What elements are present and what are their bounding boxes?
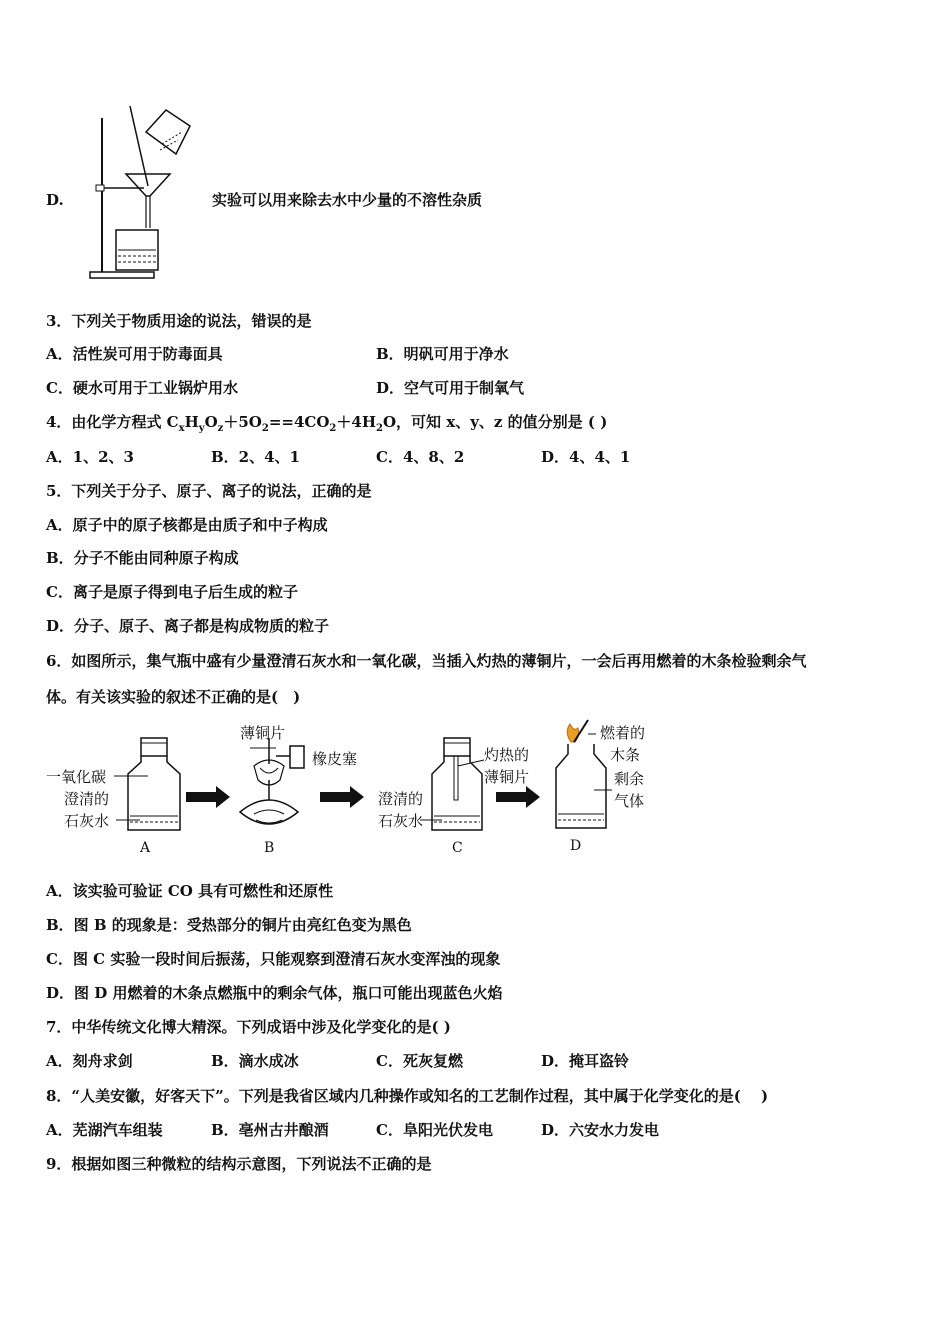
q3-option-c: C．硬水可用于工业锅炉用水 — [46, 379, 238, 397]
label-copper-b: 薄铜片 — [240, 724, 286, 742]
q3-option-d: D．空气可用于制氧气 — [376, 379, 525, 397]
label-rest-1: 剩余 — [614, 770, 645, 788]
label-panel-c: C — [452, 840, 463, 856]
label-co: 一氧化碳 — [46, 768, 107, 786]
arrow-1 — [186, 786, 230, 808]
q9-stem: 9．根据如图三种微粒的结构示意图，下列说法不正确的是 — [46, 1155, 432, 1173]
q4-option-d: D．4、4、1 — [541, 448, 631, 466]
q5-stem: 5．下列关于分子、原子、离子的说法，正确的是 — [46, 482, 372, 500]
q6-option-d: D．图 D 用燃着的木条点燃瓶中的剩余气体，瓶口可能出现蓝色火焰 — [46, 984, 503, 1002]
q7-option-b: B．滴水成冰 — [211, 1052, 299, 1070]
q2-option-d-text: 实验可以用来除去水中少量的不溶性杂质 — [212, 191, 483, 209]
label-rest-2: 气体 — [614, 792, 645, 810]
q8-option-a: A．芜湖汽车组装 — [46, 1121, 163, 1139]
q2-option-d-label: D. — [46, 191, 64, 209]
arrow-3 — [496, 786, 540, 808]
q4-option-a: A．1、2、3 — [46, 448, 134, 466]
panel-b-lamp — [240, 738, 304, 824]
panel-c-bottle — [420, 738, 484, 830]
q4-stem: 4．由化学方程式 $C_xH_yO_z+5O_2==4CO_2+4H_2O$，可知 x、y、z 的值分别是 ( ) — [46, 413, 608, 434]
label-hot-2: 薄铜片 — [484, 768, 530, 786]
q5-option-c: C．离子是原子得到电子后生成的粒子 — [46, 583, 298, 601]
label-hot-1: 灼热的 — [484, 746, 530, 764]
label-stopper: 橡皮塞 — [312, 750, 358, 768]
panel-a-bottle — [114, 738, 180, 830]
q6-option-c: C．图 C 实验一段时间后振荡，只能观察到澄清石灰水变浑浊的现象 — [46, 950, 501, 968]
q5-option-d: D．分子、原子、离子都是构成物质的粒子 — [46, 617, 330, 635]
q5-option-b: B．分子不能由同种原子构成 — [46, 549, 239, 567]
q8-option-c: C．阜阳光伏发电 — [376, 1121, 493, 1139]
arrow-2 — [320, 786, 364, 808]
filtration-apparatus-figure — [86, 104, 206, 284]
label-panel-d: D — [570, 838, 582, 854]
label-burning-2: 木条 — [610, 746, 641, 764]
label-lime-a2: 石灰水 — [64, 812, 110, 830]
q3-stem: 3．下列关于物质用途的说法，错误的是 — [46, 312, 312, 330]
q8-option-b: B．亳州古井酿酒 — [211, 1121, 329, 1139]
q4-option-b: B．2、4、1 — [211, 448, 300, 466]
label-burning-1: 燃着的 — [600, 724, 646, 742]
co-experiment-figure — [44, 718, 674, 860]
q8-stem: 8．“人美安徽，好客天下”。下列是我省区域内几种操作或知名的工艺制作过程，其中属于化学变化的是( ) — [46, 1087, 769, 1105]
q8-option-d: D．六安水力发电 — [541, 1121, 660, 1139]
label-lime-c1: 澄清的 — [378, 790, 424, 808]
q6-stem-line2: 体。有关该实验的叙述不正确的是( ) — [46, 688, 301, 706]
q6-stem-line1: 6．如图所示，集气瓶中盛有少量澄清石灰水和一氧化碳，当插入灼热的薄铜片，一会后再用燃着的木条检验剩余气 — [46, 652, 807, 670]
q5-option-a: A．原子中的原子核都是由质子和中子构成 — [46, 516, 328, 534]
label-panel-a: A — [140, 840, 151, 856]
q3-option-a: A．活性炭可用于防毒面具 — [46, 345, 223, 363]
q6-option-b: B．图 B 的现象是：受热部分的铜片由亮红色变为黑色 — [46, 916, 412, 934]
q6-option-a: A．该实验可验证 CO 具有可燃性和还原性 — [46, 882, 334, 900]
q7-option-c: C．死灰复燃 — [376, 1052, 463, 1070]
label-panel-b: B — [264, 840, 275, 856]
q7-stem: 7．中华传统文化博大精深。下列成语中涉及化学变化的是( ) — [46, 1018, 451, 1036]
q4-option-c: C．4、8、2 — [376, 448, 465, 466]
label-lime-a1: 澄清的 — [64, 790, 110, 808]
q7-option-d: D．掩耳盗铃 — [541, 1052, 630, 1070]
q3-option-b: B．明矾可用于净水 — [376, 345, 509, 363]
q7-option-a: A．刻舟求剑 — [46, 1052, 133, 1070]
label-lime-c2: 石灰水 — [378, 812, 424, 830]
